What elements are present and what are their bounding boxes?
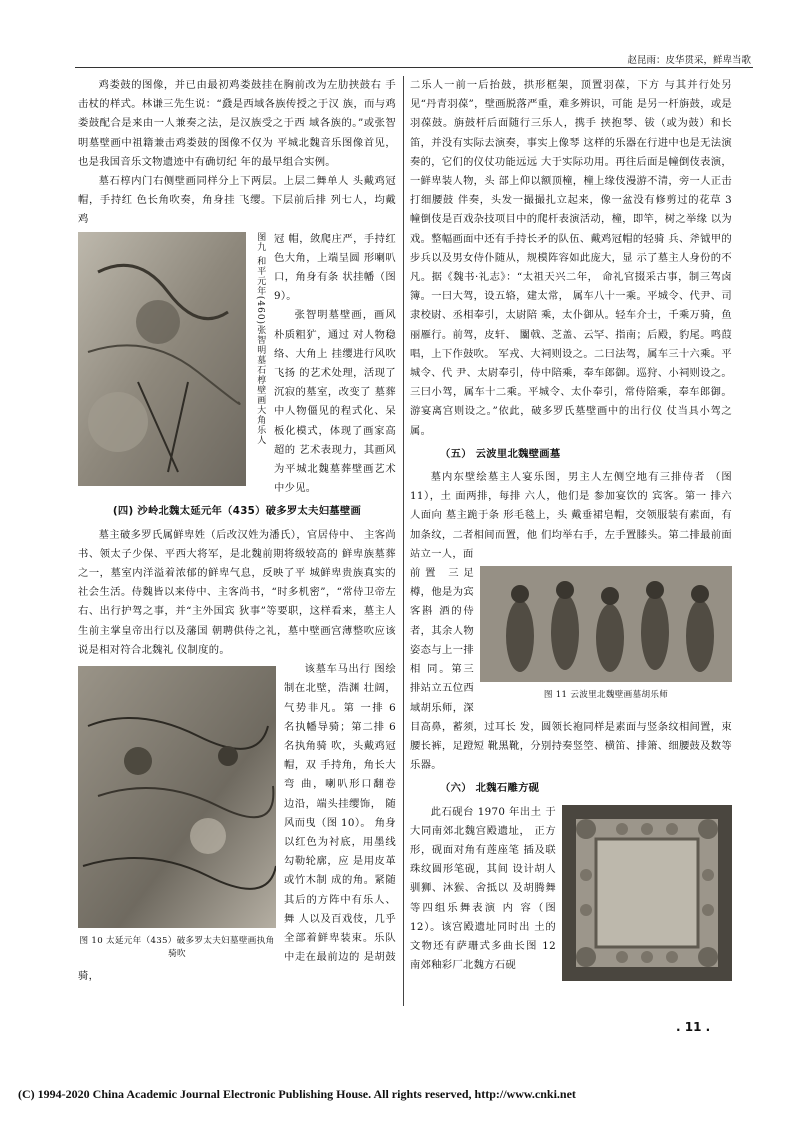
- figure-11-photo: [480, 566, 732, 682]
- paragraph: 墓内东壁绘墓主人宴乐图，男主人左侧空地有三排侍者 （图 11），土 面两排，每排 六人，他们是 参加宴饮的 宾客。第一 排六人面向 墓主跪于条 形毛毯上，头 戴垂裙皂帽，交领服装有素面，有加条纹，二者相间而置，他 们均举右手，左手置膝头。第二排最前面站立一人，面: [410, 471, 732, 560]
- column-divider: [403, 76, 404, 1006]
- copyright-footer: (C) 1994-2020 China Academic Journal Electronic Publishing House. All rights reserved, http://www.cnki.net: [18, 1087, 576, 1101]
- page-number: . 11 .: [676, 1020, 711, 1034]
- paragraph: 该墓车马出行 图绘制在北壁，浩渊 壮阔，气势非凡。第 一排 6 名执幡导骑；第二排 6 名执角骑 吹，头戴鸡冠帽，双 手持角，角长大弯 曲，喇叭形口翻卷 边沿，端头挂缨饰， 随风而曳（图 10）。 角身以红色为衬底，用墨线勾勒轮廓，应 是用皮革或竹木制 成的角。紧随其后的方阵中有乐人、舞 人以及百戏伎，几乎全部着鲜卑装束。乐队中走在最前边的 是胡鼓骑，: [78, 663, 396, 983]
- header-rule: [75, 67, 753, 68]
- left-column: [78, 76, 396, 1016]
- figure-12: [562, 805, 732, 981]
- section-5-title: （五） 云波里北魏壁画墓: [440, 447, 561, 460]
- figure-9: [78, 232, 268, 486]
- section-4-title: (四) 沙岭北魏太延元年（435）破多罗太夫妇墓壁画: [112, 505, 362, 518]
- paragraph: 冠 帽，敛爬庄严，手持红色大角，上端呈圆 形喇叭口，角身有条 状挂幡（图 9）。: [274, 232, 396, 303]
- paragraph: 二乐人一前一后抬鼓，拱形框架，顶置羽葆，下方 与其并行处另见“丹青羽葆”，壁画脱落严重，难多辨识，可能 是另一杆旃鼓，或是羽葆鼓。旃鼓杆后面随行三乐人，携手 挟抱琴、钹（或为鼓）和长笛，并没有实际去演奏，事实上像琴 这样的乐器在行进中也是无法演奏的，它们的仪仗功能远远 大于实际功用。再往后面是幢倒伎表演，一鲜卑装人物，头 部上仰以额顶橦，橦上缘伎漫游不清，旁一人正击打细腰鼓 伴奏，头发一撮撮扎立起来，像一盆没有修剪过的花草 3 幢倒伎是百戏杂技项目中的爬杆表演活动，橦，即竿，树之举缘 以为戏。整幅画面中还有手持长矛的队伍、戴鸡冠帽的轻骑 兵、斧钺甲的步兵以及男女侍仆随从，规模阵容如此庞大，显 示了墓主人身份的不凡。据《魏书·礼志》：“太祖天兴二年， 命礼官掇采古事，制三驾卤簿。一曰大驾，设五辂，建太常， 属车八十一乘。平城令、代尹、司隶校尉、丞相奉引，太尉陪 乘，太仆御从。轻车介士，千乘万骑，鱼丽雁行。前驾，皮轩、 闟戟、芝盖、云罕、指南；后殿，豹尾。鸣葭唱，上下作鼓吹。 军戎、大祠则设之。二曰法驾，属车三十六乘。平城令、代 尹、太尉奉引，侍中陪乘，奉车郎御。巡狩、小祠则设之。三曰小驾，属车十二乘。平城令、太仆奉引，常侍陪乘，奉车郎御。游宴离宫则设之。”依此，破多罗氏墓壁画中的出行仪 仗当具小驾之属。: [410, 79, 733, 437]
- section-6-title: （六） 北魏石雕方砚: [440, 782, 540, 795]
- paragraph: 墓石椁内门右侧壁画同样分上下两层。上层二舞单人 头戴鸡冠帽，手持红 色长角吹奏，角身挂 飞缨。下层前后排 列七人，均戴鸡: [78, 175, 396, 226]
- paragraph: 鸡娄鼓的图像，并已由最初鸡娄鼓挂在胸前改为左肋挟鼓右 手击杖的样式。林谦三先生说：“鼗是西域各族传授之于汉 族，而与鸡娄鼓配合是来由一人兼奏之法，是汉族受之于西 域各族的。”或张智明墓壁画中祖籍兼击鸡娄鼓的图像不仅为 平城北魏音乐图像首见，也是我国音乐文物遗迹中有确切纪 年的最早组合实例。: [78, 79, 396, 168]
- right-column: [410, 76, 732, 1016]
- figure-10-caption: 图 10 太延元年（435）破多罗太夫妇墓壁画执角骑吹: [79, 936, 275, 960]
- paragraph: 此石砚台 1970 年出土 于大同南郊北魏宫殿遗址， 正方形，砚面对角有莲座笔 插及联珠纹圆形笔砚，其间 设计胡人驯狮、沐猴、舍抵以 及胡腾舞等四组乐舞表演 内 容（图 12）。该宫殿遗址同时出 土的文物还有萨珊式多曲长图 12 南郊釉彩厂北魏方石砚: [410, 805, 556, 972]
- running-header: 赵昆雨：皮华贯采，鲜卑当歌: [627, 55, 751, 66]
- figure-11: [480, 566, 732, 701]
- paragraph: 张智明墓壁画，画风朴质粗犷，通过 对人物稳络、大角上 挂缨进行风吹飞扬 的艺术处理，活现了 沉寂的墓室，改变了 墓葬中人物僵见的程式化、呆板化模式，体现了画家高超的 艺术表现力，其画风为平城北魏墓葬壁画艺术中少见。: [274, 309, 396, 495]
- figure-12-photo: [562, 805, 732, 981]
- figure-11-caption: 图 11 云波里北魏壁画墓胡乐师: [543, 690, 669, 701]
- figure-10-photo: [78, 666, 276, 928]
- figure-10: [78, 666, 276, 958]
- paragraph: 前置 三足樽，他是为宾客斟 酒的侍者，其余人物姿态与上一排相 同。第三排站立五位西域胡乐师，深目高鼻，蓄须，过耳长 发，圆领长袍同样是素面与竖条纹相间置，束腰长裤，足蹬短 靴黑靴，分别持奏竖箜、横笛、排箫、细腰鼓及数等乐器。: [410, 567, 732, 772]
- figure-9-caption: 图九 和平元年(460)张智明墓石椁壁画大角乐人: [255, 231, 266, 445]
- paragraph: 墓主破多罗氏属鲜卑姓（后改汉姓为潘氏），官居侍中、 主客尚书、领太子少保、平西大将军，是北魏前期将级较高的 鲜卑族墓葬之一，墓室内洋溢着浓郁的鲜卑气息，反映了平 城鲜卑贵族真实的社会生活。侍魏皆以来侍中、主客尚书，“时多机密”，“常侍卫帝左右、出行护驾之事，并“主外国宾 狄事”等要职，这样看来，墓主人生前主掌皇帝出行以及藩国 朝聘供侍之礼，墓中壁画宫薄整吹应该说是相对符合北魏礼 仪制度的。: [78, 528, 396, 656]
- figure-9-photo: [78, 232, 246, 486]
